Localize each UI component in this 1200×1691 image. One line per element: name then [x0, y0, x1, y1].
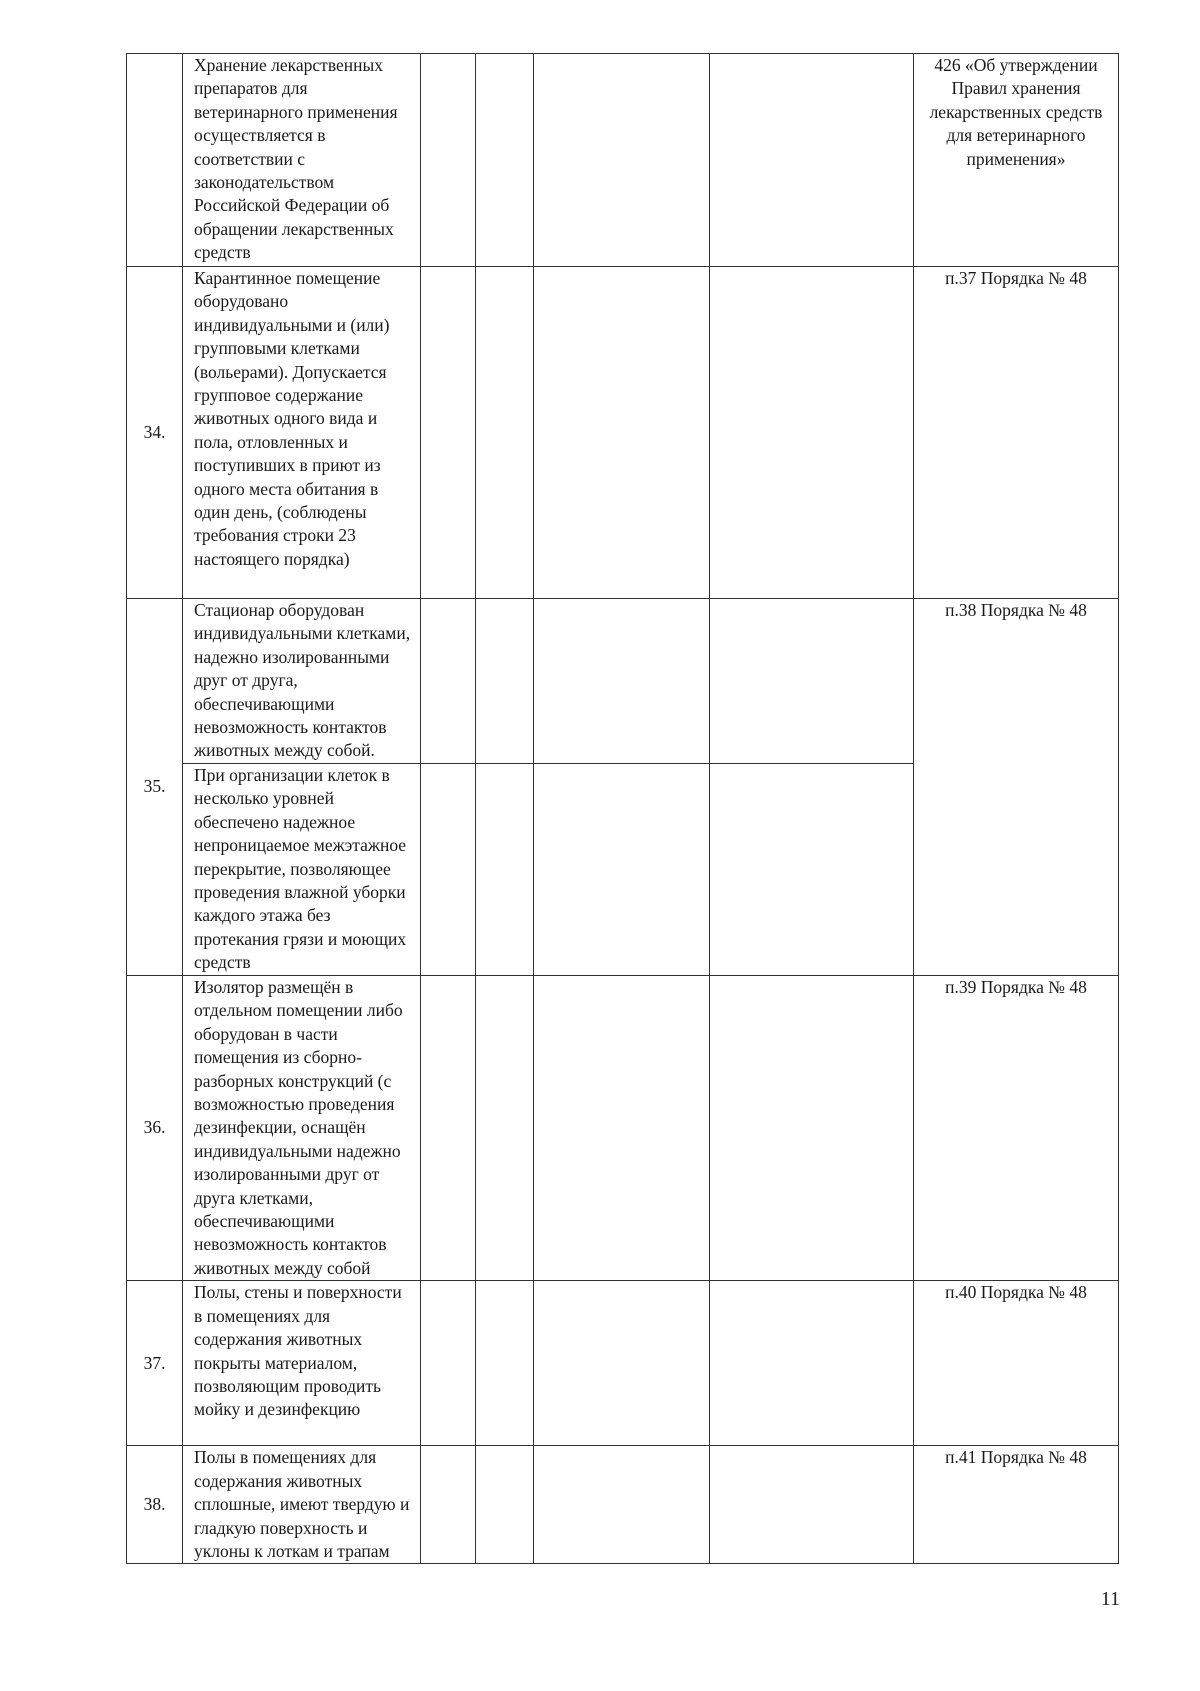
regulation-reference: п.38 Порядка № 48 — [914, 599, 1119, 976]
empty-cell — [534, 267, 710, 599]
table-row — [127, 976, 1119, 1281]
empty-cell — [476, 267, 534, 599]
row-number — [127, 54, 183, 267]
empty-cell — [421, 599, 476, 764]
table-row — [127, 267, 1119, 599]
row-number: 37. — [127, 1281, 183, 1446]
empty-cell — [421, 1446, 476, 1564]
empty-cell — [421, 764, 476, 976]
empty-cell — [421, 1281, 476, 1446]
empty-cell — [534, 1281, 710, 1446]
empty-cell — [421, 976, 476, 1281]
empty-cell — [710, 267, 914, 599]
empty-cell — [476, 54, 534, 267]
requirement-text: Стационар оборудован индивидуальными клетками, надежно изолированными друг от друга, обеспечивающими невозможность контактов животных между собой. — [183, 599, 421, 764]
row-number: 35. — [127, 599, 183, 976]
empty-cell — [710, 1446, 914, 1564]
empty-cell — [534, 1446, 710, 1564]
empty-cell — [476, 976, 534, 1281]
row-number: 34. — [127, 267, 183, 599]
regulation-reference: п.37 Порядка № 48 — [914, 267, 1119, 599]
regulation-reference: п.40 Порядка № 48 — [914, 1281, 1119, 1446]
page-number: 11 — [1100, 1588, 1120, 1610]
table-row — [127, 54, 1119, 267]
requirement-text: Карантинное помещение оборудовано индивидуальными и (или) групповыми клетками (вольерами). Допускается групповое содержание животных одного вида и пола, отловленных и поступивших в приют из одного места обитания в один день, (соблюдены требования строки 23 настоящего порядка) — [183, 267, 421, 599]
requirement-text: Изолятор размещён в отдельном помещении либо оборудован в части помещения из сборно-разборных конструкций (с возможностью проведения дезинфекции, оснащён индивидуальными надежно изолированными друг от друга клетками, обеспечивающими невозможность контактов животных между собой — [183, 976, 421, 1281]
empty-cell — [534, 976, 710, 1281]
empty-cell — [534, 54, 710, 267]
requirement-text: Полы, стены и поверхности в помещениях для содержания животных покрыты материалом, позволяющим проводить мойку и дезинфекцию — [183, 1281, 421, 1446]
regulation-reference: 426 «Об утверждении Правил хранения лекарственных средств для ветеринарного применения» — [914, 54, 1119, 267]
empty-cell — [710, 976, 914, 1281]
empty-cell — [421, 54, 476, 267]
requirement-text: Полы в помещениях для содержания животных сплошные, имеют твердую и гладкую поверхность и уклоны к лоткам и трапам — [183, 1446, 421, 1564]
requirement-text: При организации клеток в несколько уровней обеспечено надежное непроницаемое межэтажное перекрытие, позволяющее проведения влажной уборки каждого этажа без протекания грязи и моющих средств — [183, 764, 421, 976]
empty-cell — [476, 764, 534, 976]
table-row — [127, 1446, 1119, 1564]
row-number: 36. — [127, 976, 183, 1281]
empty-cell — [476, 599, 534, 764]
empty-cell — [534, 599, 710, 764]
empty-cell — [710, 1281, 914, 1446]
empty-cell — [421, 267, 476, 599]
empty-cell — [476, 1446, 534, 1564]
table-row — [127, 1281, 1119, 1446]
regulation-reference: п.41 Порядка № 48 — [914, 1446, 1119, 1564]
table-row — [127, 599, 1119, 764]
empty-cell — [710, 764, 914, 976]
empty-cell — [710, 54, 914, 267]
empty-cell — [710, 599, 914, 764]
requirement-text: Хранение лекарственных препаратов для ветеринарного применения осуществляется в соответствии с законодательством Российской Федерации об обращении лекарственных средств — [183, 54, 421, 267]
empty-cell — [476, 1281, 534, 1446]
empty-cell — [534, 764, 710, 976]
regulation-reference: п.39 Порядка № 48 — [914, 976, 1119, 1281]
row-number: 38. — [127, 1446, 183, 1564]
checklist-table — [126, 53, 1119, 1564]
